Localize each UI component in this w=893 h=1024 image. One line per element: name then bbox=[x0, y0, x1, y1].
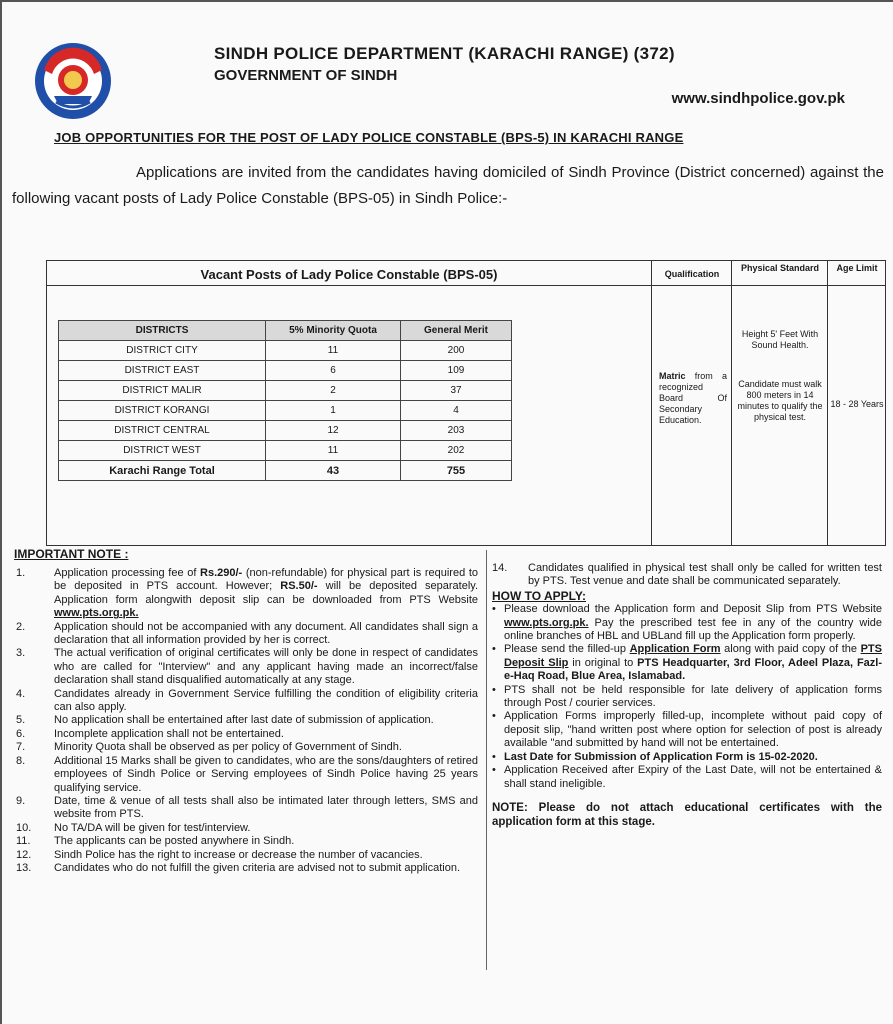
note-number: 11. bbox=[16, 835, 31, 848]
general-merit: 4 bbox=[401, 401, 512, 421]
table-row bbox=[59, 421, 512, 441]
physical-height: Height 5' Feet With Sound Health. bbox=[741, 329, 819, 350]
district-name: DISTRICT MALIR bbox=[59, 381, 266, 401]
bullet-icon: • bbox=[492, 603, 496, 616]
note-text: Sindh Police has the right to increase or decrease the number of vacancies. bbox=[54, 848, 423, 861]
note-text: The applicants can be posted anywhere in Sindh. bbox=[54, 835, 295, 848]
right-column bbox=[492, 562, 882, 829]
note-number: 8. bbox=[16, 754, 26, 767]
table-row bbox=[59, 341, 512, 361]
minority-quota: 11 bbox=[266, 341, 401, 361]
step-text-part: along with paid copy of the bbox=[720, 643, 861, 656]
row-divider bbox=[47, 285, 885, 286]
districts-table bbox=[58, 320, 512, 481]
minority-quota: 6 bbox=[266, 361, 401, 381]
note-text: Candidates who do not fulfill the given criteria are advised not to submit application. bbox=[54, 861, 461, 874]
note-item bbox=[16, 835, 478, 848]
apply-step bbox=[492, 684, 882, 711]
pts-address: PTS Headquarter, 3rd Floor, Adeel Plaza, Fazl-e-Haq Road, Blue Area, Islamabad. bbox=[504, 656, 882, 683]
note-text-part: will be deposited separately. Application form alongwith deposit slip can be downloaded from PTS Website bbox=[54, 580, 479, 606]
fee-amount: Rs.290/- bbox=[200, 567, 243, 579]
vacancy-title: Vacant Posts of Lady Police Constable (BPS-05) bbox=[200, 267, 498, 282]
note-item bbox=[16, 621, 478, 648]
col-divider bbox=[731, 261, 732, 545]
note-item bbox=[16, 714, 478, 727]
note-text: Application should not be accompanied with any document. All candidates shall sign a declaration that all information provided by her is correct. bbox=[54, 620, 478, 647]
table-row bbox=[59, 381, 512, 401]
note-item bbox=[16, 688, 478, 715]
bullet-icon: • bbox=[492, 710, 496, 723]
how-to-apply-title: HOW TO APPLY: bbox=[492, 588, 587, 603]
sindh-police-logo bbox=[34, 40, 112, 122]
table-row bbox=[59, 441, 512, 461]
note-item bbox=[16, 728, 478, 741]
note-number: 10. bbox=[16, 821, 32, 834]
note-text-part: Application processing fee of bbox=[54, 567, 201, 579]
note-number: 7. bbox=[16, 741, 26, 754]
apply-step bbox=[492, 751, 882, 764]
table-header-row bbox=[59, 321, 512, 341]
district-name: DISTRICT CENTRAL bbox=[59, 421, 266, 441]
note-number: 4. bbox=[16, 687, 26, 700]
apply-step-text: Application Forms improperly filled-up, incomplete without paid copy of deposit slip, "hand written post where option for selection of post is already available "and submitted by hand will not be entertained. bbox=[504, 710, 882, 750]
note-text: Minority Quota shall be observed as per policy of Government of Sindh. bbox=[54, 741, 402, 754]
qualification-header: Qualification bbox=[664, 269, 720, 279]
note-text: Candidates qualified in physical test shall only be called for written test by PTS. Test venue and date shall be communicated separately. bbox=[528, 562, 882, 588]
step-text-part: Pay the prescribed test fee in any of the country wide online branches of HBL and UBLand fill up the Application form properly. bbox=[504, 616, 882, 643]
total-label: Karachi Range Total bbox=[59, 461, 266, 481]
final-note: NOTE: Please do not attach educational certificates with the application form at this stage. bbox=[492, 801, 882, 828]
bullet-icon: • bbox=[492, 683, 496, 696]
table-header: DISTRICTS bbox=[59, 321, 266, 341]
pts-website-link[interactable]: www.pts.org.pk. bbox=[504, 616, 589, 629]
apply-step-text: PTS shall not be held responsible for late delivery of application forms through Post / courier services. bbox=[504, 683, 882, 710]
total-minority: 43 bbox=[266, 461, 401, 481]
intro-text: Applications are invited from the candidates having domiciled of Sindh Province (District concerned) against the following vacant posts of Lady Police Constable (BPS-05) in Sindh Police:- bbox=[12, 164, 884, 207]
note-item bbox=[16, 741, 478, 754]
total-merit: 755 bbox=[401, 461, 512, 481]
apply-step-text bbox=[504, 603, 882, 643]
note-item bbox=[16, 795, 478, 822]
note-item bbox=[492, 562, 882, 589]
note-text: Date, time & venue of all tests shall also be intimated later through letters, SMS and website from PTS. bbox=[54, 794, 478, 821]
government-heading: GOVERNMENT OF SINDH bbox=[214, 67, 398, 84]
table-row bbox=[59, 361, 512, 381]
step-text-part: Please send the filled-up bbox=[504, 643, 630, 656]
apply-step bbox=[492, 710, 882, 750]
deposit-slip-label: PTS Deposit Slip bbox=[504, 643, 882, 669]
minority-quota: 1 bbox=[266, 401, 401, 421]
minority-quota: 12 bbox=[266, 421, 401, 441]
department-heading: SINDH POLICE DEPARTMENT (KARACHI RANGE) (372) bbox=[214, 44, 675, 63]
qualification-bold: Matric bbox=[659, 371, 686, 381]
physical-header: Physical Standard bbox=[740, 263, 820, 273]
col-divider bbox=[827, 261, 828, 545]
note-number: 5. bbox=[16, 714, 26, 727]
note-text: The actual verification of original certificates will only be done in respect of candidates who are called for "Interview" and any applicant having made an incorrect/false declaration shall stand disqualified automatically at any stage. bbox=[54, 647, 478, 687]
note-number: 13. bbox=[16, 861, 32, 874]
age-limit: 18 - 28 Years bbox=[830, 399, 884, 409]
last-date-text: Last Date for Submission of Application Form is 15-02-2020. bbox=[504, 750, 818, 763]
district-name: DISTRICT KORANGI bbox=[59, 401, 266, 421]
intro-paragraph bbox=[12, 160, 884, 212]
physical-walk: Candidate must walk 800 meters in 14 minutes to qualify the physical test. bbox=[737, 379, 823, 422]
note-number: 3. bbox=[16, 647, 26, 660]
important-notes-list bbox=[16, 567, 478, 875]
website-url[interactable]: www.sindhpolice.gov.pk bbox=[671, 90, 845, 107]
note-item bbox=[16, 647, 478, 687]
note-item bbox=[16, 849, 478, 862]
qualification-text bbox=[659, 371, 727, 426]
district-name: DISTRICT WEST bbox=[59, 441, 266, 461]
age-header: Age Limit bbox=[836, 263, 878, 273]
general-merit: 37 bbox=[401, 381, 512, 401]
job-title: JOB OPPORTUNITIES FOR THE POST OF LADY POLICE CONSTABLE (BPS-5) IN KARACHI RANGE bbox=[54, 130, 684, 145]
step-text-part: in original to bbox=[568, 656, 638, 669]
apply-step bbox=[492, 764, 882, 791]
note-number: 1. bbox=[16, 567, 26, 579]
apply-step-text: Application Received after Expiry of the Last Date, will not be entertained & shall stand ineligible. bbox=[504, 764, 882, 790]
district-name: DISTRICT EAST bbox=[59, 361, 266, 381]
note-item bbox=[16, 822, 478, 835]
general-merit: 109 bbox=[401, 361, 512, 381]
physical-standard bbox=[737, 329, 823, 423]
note-item bbox=[16, 567, 478, 621]
district-name: DISTRICT CITY bbox=[59, 341, 266, 361]
table-row bbox=[59, 401, 512, 421]
note-text: Incomplete application shall not be entertained. bbox=[54, 727, 284, 740]
minority-quota: 11 bbox=[266, 441, 401, 461]
general-merit: 200 bbox=[401, 341, 512, 361]
note-item bbox=[16, 755, 478, 795]
note-text: Additional 15 Marks shall be given to candidates, who are the sons/daughters of retired employees of Sindh Police or Serving employees of Sindh Police having 25 years qualifying service. bbox=[54, 754, 478, 794]
minority-quota: 2 bbox=[266, 381, 401, 401]
note-number: 14. bbox=[492, 562, 508, 574]
col-divider bbox=[651, 261, 652, 545]
qualification-rest: from a recognized Board Of Secondary Education. bbox=[659, 371, 727, 425]
apply-step-text bbox=[504, 643, 882, 683]
bullet-icon: • bbox=[492, 750, 496, 763]
note-number: 2. bbox=[16, 620, 26, 633]
fee-amount: RS.50/- bbox=[280, 580, 318, 593]
bullet-icon: • bbox=[492, 643, 496, 656]
step-text-part: Please download the Application form and Deposit Slip from PTS Website bbox=[504, 603, 882, 616]
application-form-label: Application Form bbox=[629, 643, 721, 656]
column-divider bbox=[486, 550, 487, 970]
apply-step bbox=[492, 643, 882, 683]
general-merit: 203 bbox=[401, 421, 512, 441]
bullet-icon: • bbox=[492, 764, 496, 777]
apply-step bbox=[492, 603, 882, 643]
note-text: No application shall be entertained after last date of submission of application. bbox=[54, 714, 434, 727]
note-number: 12. bbox=[16, 848, 32, 861]
table-header: General Merit bbox=[401, 321, 512, 341]
table-total-row bbox=[59, 461, 512, 481]
pts-website-link[interactable]: www.pts.org.pk. bbox=[54, 607, 139, 620]
important-note-title: IMPORTANT NOTE : bbox=[14, 547, 129, 561]
note-text: No TA/DA will be given for test/interview. bbox=[54, 821, 251, 834]
note-text-part: (non-refundable) for physical part is required to be deposited in PTS account. However; bbox=[54, 567, 478, 593]
note-text: Candidates already in Government Service fulfilling the condition of eligibility criteria can also apply. bbox=[54, 687, 478, 714]
general-merit: 202 bbox=[401, 441, 512, 461]
note-number: 9. bbox=[16, 794, 26, 807]
note-number: 6. bbox=[16, 727, 26, 740]
note-text bbox=[54, 567, 478, 621]
table-header: 5% Minority Quota bbox=[266, 321, 401, 341]
note-item bbox=[16, 862, 478, 875]
